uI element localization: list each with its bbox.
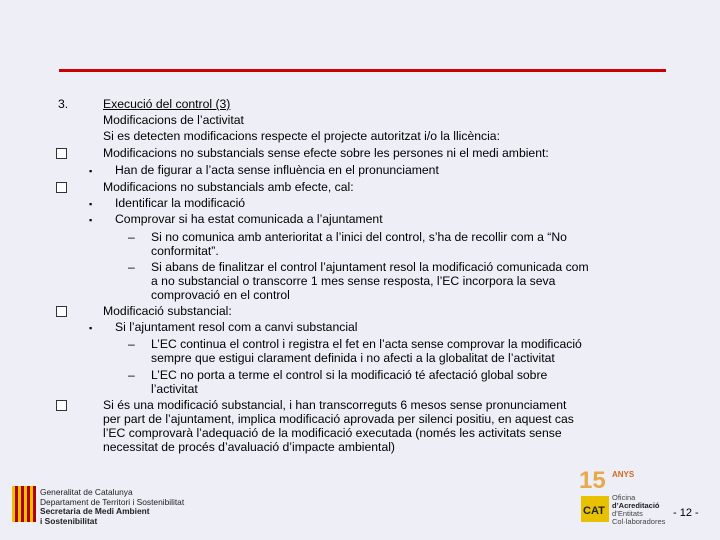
dash-bullet: –	[128, 337, 135, 351]
dash-bullet: –	[128, 230, 135, 244]
text-line: Si abans de finalitzar el control l’ajuntament resol la modificació comunicada com	[151, 260, 589, 274]
text-line: necessitat de procés d’avaluació d’impacte ambiental)	[103, 440, 395, 454]
text-line: l’activitat	[151, 382, 198, 396]
checkbox-bullet	[56, 148, 67, 159]
gen-line: Departament de Territori i Sostenibilitat	[40, 496, 185, 507]
title-rule	[59, 69, 666, 72]
page-number: - 12 -	[673, 507, 699, 519]
text-line: sempre que estigui clarament definida i no afecti a la globalitat de l’activitat	[151, 351, 555, 365]
badge-number: 15	[579, 467, 606, 494]
checkbox-bullet	[56, 182, 67, 193]
text-line: L’EC continua el control i registra el fet en l’acta sense comprovar la modificació	[151, 337, 582, 351]
cat-word: CAT	[583, 505, 605, 517]
text-line: Modificacions no substancials amb efecte, cal:	[103, 180, 354, 194]
text-line: Han de figurar a l’acta sense influència en el pronunciament	[115, 163, 439, 177]
text-line: Si es detecten modificacions respecte el projecte autoritzat i/o la llicència:	[103, 129, 500, 143]
text-line: Si l’ajuntament resol com a canvi substancial	[115, 320, 358, 334]
cat-line: d’Acreditació	[612, 501, 660, 510]
cat-line: Oficina	[612, 493, 636, 502]
text-line: per part de l’ajuntament, implica modificació aprovada per silenci positiu, en aquest cas	[103, 412, 574, 426]
oaec-text	[612, 494, 665, 526]
square-bullet: ▪	[89, 323, 93, 333]
section-number: 3.	[58, 97, 69, 111]
square-bullet: ▪	[89, 215, 93, 225]
gen-line: Secretaria de Medi Ambient	[40, 506, 150, 516]
text-line: l’EC comprovarà l’adequació de la modificació executada (només les activitats sense	[103, 426, 562, 440]
square-bullet: ▪	[89, 199, 93, 209]
text-line: Modificacions de l’activitat	[103, 113, 244, 127]
checkbox-bullet	[56, 400, 67, 411]
cat-line: d’Entitats	[612, 509, 643, 518]
oaec-logo-icon	[578, 466, 612, 524]
text-line: L’EC no porta a terme el control si la modificació té afectació global sobre	[151, 368, 548, 382]
text-line: Identificar la modificació	[115, 196, 246, 210]
text-line: comprovació en el control	[151, 288, 290, 302]
text-line: a no substancial o transcorre 1 mes sense resposta, l’EC incorpora la seva	[151, 274, 556, 288]
text-line: Comprovar si ha estat comunicada a l’ajuntament	[115, 212, 383, 226]
badge-anys: ANYS	[612, 470, 635, 479]
gen-line: i Sostenibilitat	[40, 515, 98, 526]
generalitat-logo-icon	[12, 486, 36, 522]
dash-bullet: –	[128, 368, 135, 382]
text-line: Modificació substancial:	[103, 304, 232, 318]
checkbox-bullet	[56, 306, 67, 317]
generalitat-text	[40, 488, 184, 526]
dash-bullet: –	[128, 260, 135, 274]
square-bullet: ▪	[89, 166, 93, 176]
text-line: Si és una modificació substancial, i han transcorreguts 6 mesos sense pronunciament	[103, 398, 567, 412]
text-line: Modificacions no substancials sense efecte sobre les persones ni el medi ambient:	[103, 146, 549, 160]
text-line: conformitat”.	[151, 244, 219, 258]
cat-line: Col·laboradores	[612, 517, 666, 526]
section-title: Execució del control (3)	[103, 97, 231, 111]
gen-line: Generalitat de Catalunya	[40, 487, 133, 497]
text-line: Si no comunica amb anterioritat a l’inici del control, s’ha de recollir com a “No	[151, 230, 567, 244]
